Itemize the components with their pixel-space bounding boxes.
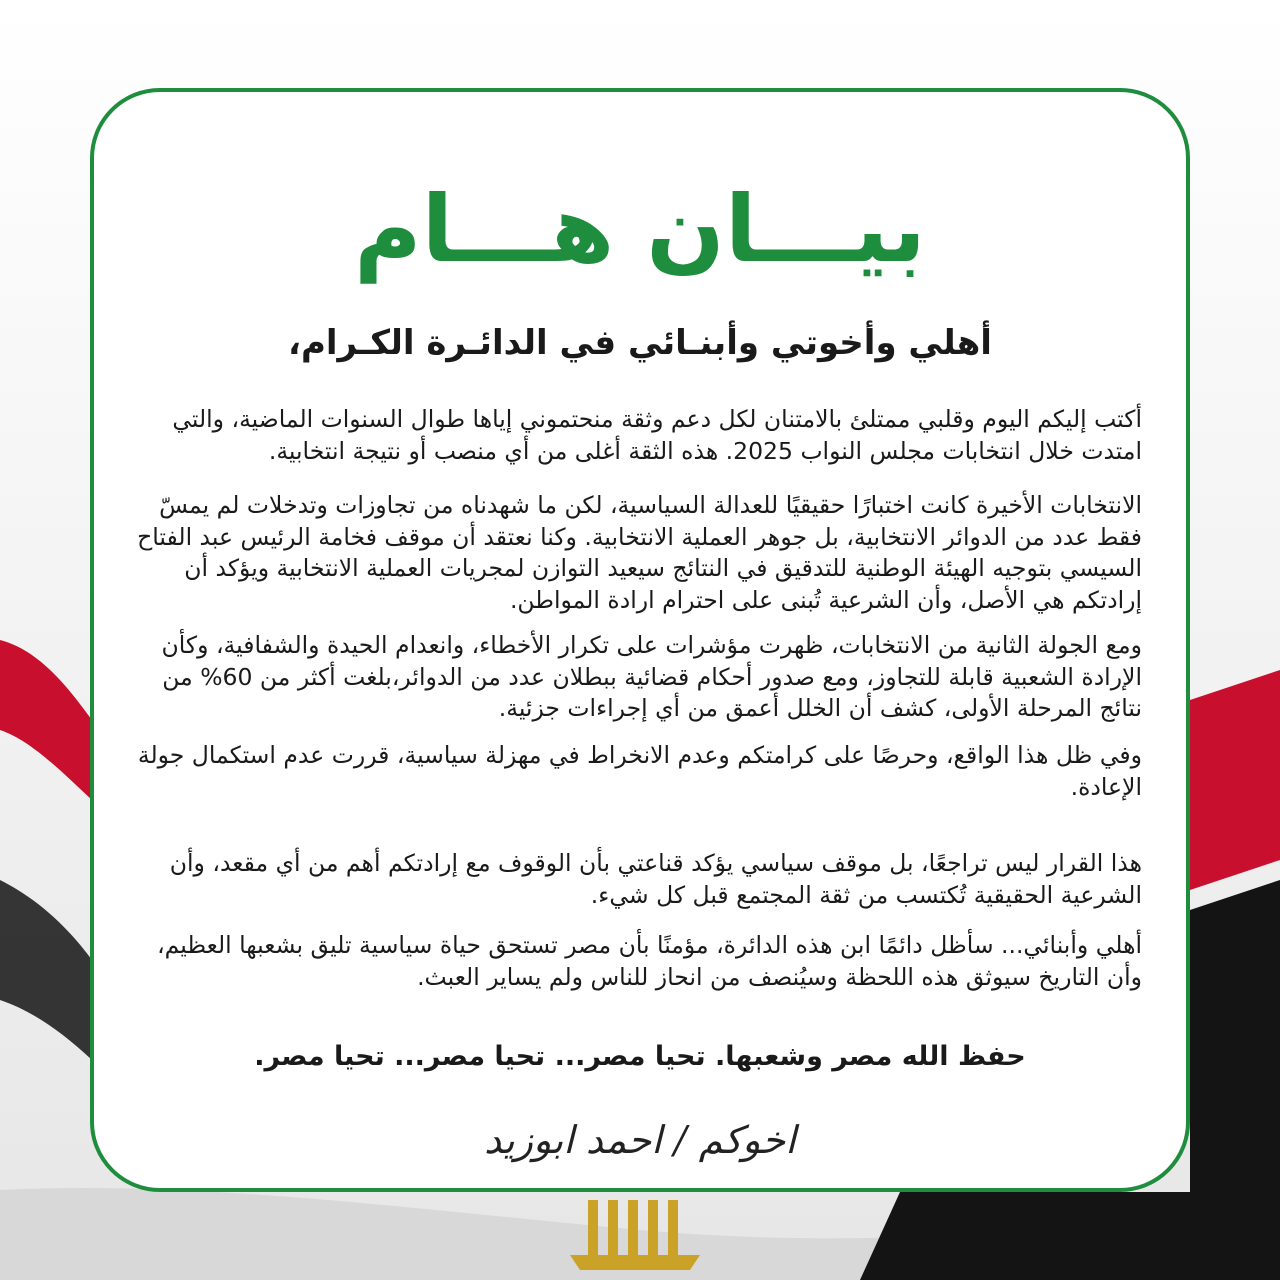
paragraph-2: الانتخابات الأخيرة كانت اختبارًا حقيقيًا للعدالة السياسية، لكن ما شهدناه من تجاوزات وتدخلات لم يمسّ فقط عدد من الدوائر الانتخابية، بل جوهر العملية الانتخابية. وكنا نعتقد أن موقف فخامة الرئيس عبد الفتاح السيسي بتوجيه الهيئة الوطنية للتدقيق في النتائج سيعيد التوازن لمجريات العملية الانتخابية ويؤكد أن إرادتكم هي الأصل، وأن الشرعية تُبنى على احترام ارادة المواطن. — [137, 491, 1142, 614]
paragraph-4: وفي ظل هذا الواقع، وحرصًا على كرامتكم وعدم الانخراط في مهزلة سياسية، قررت عدم استكمال جولة الإعادة. — [137, 741, 1142, 801]
closing-line: حفظ الله مصر وشعبها. تحيا مصر... تحيا مصر... تحيا مصر. — [254, 1041, 1026, 1072]
paragraph-1: أكتب إليكم اليوم وقلبي ممتلئ بالامتنان لكل دعم وثقة منحتموني إياها طوال السنوات الماضية، والتي امتدت خلال انتخابات مجلس النواب 2025. هذه الثقة أغلى من أي منصب أو نتيجة انتخابية. — [172, 405, 1142, 465]
paragraph-6: أهلي وأبنائي... سأظل دائمًا ابن هذه الدائرة، مؤمنًا بأن مصر تستحق حياة سياسية تليق بشعبها العظيم، وأن التاريخ سيوثق هذه اللحظة وسيُنصف من انحاز للناس ولم يساير العبث. — [157, 931, 1142, 991]
signature: اخوكم / احمد ابوزيد — [484, 1118, 796, 1162]
flag-black-stripe-right — [1190, 880, 1280, 1280]
greeting-line: أهلي وأخوتي وأبنـائي في الدائـرة الكـرام، — [288, 323, 992, 363]
flag-red-stripe-right — [1190, 670, 1280, 890]
paragraph-5: هذا القرار ليس تراجعًا، بل موقف سياسي يؤكد قناعتي بأن الوقوف مع إرادتكم أهم من أي مقعد، وأن الشرعية الحقيقية تُكتسب من ثقة المجتمع قبل كل شيء. — [169, 849, 1142, 909]
statement-title: بيـــان هـــام — [354, 176, 926, 283]
paragraph-3: ومع الجولة الثانية من الانتخابات، ظهرت مؤشرات على تكرار الأخطاء، وانعدام الحيدة والشفافية، وكأن الإرادة الشعبية قابلة للتجاوز، ومع صدور أحكام قضائية ببطلان عدد من الدوائر،بلغت أكثر من 60% من نتائج المرحلة الأولى، كشف أن الخلل أعمق من أي إجراءات جزئية. — [161, 631, 1142, 722]
